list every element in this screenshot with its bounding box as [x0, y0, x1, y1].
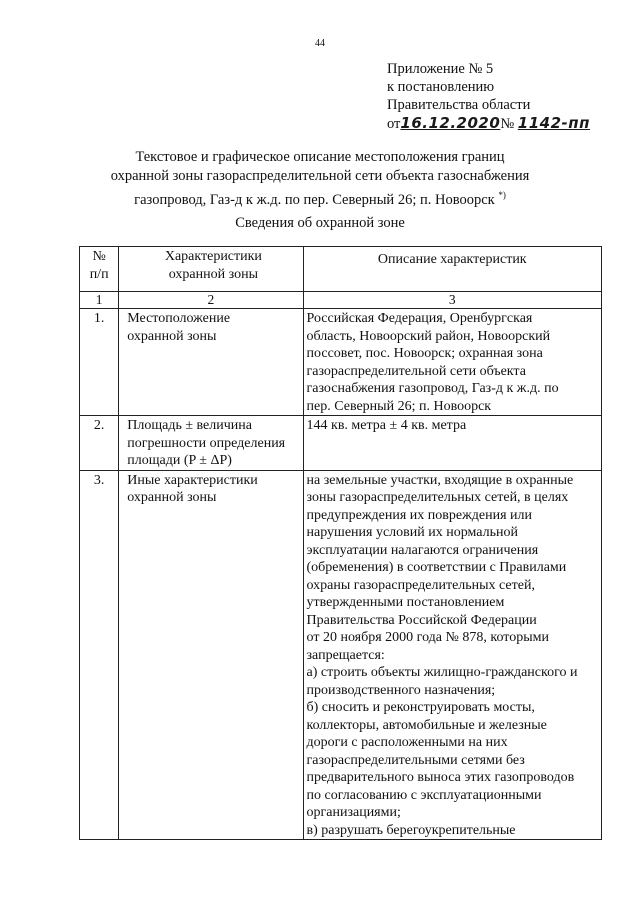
cell-line: на земельные участки, входящие в охранные [306, 472, 574, 488]
appendix-line-1: Приложение № 5 [387, 61, 494, 77]
title-line-1: Текстовое и графическое описание местоположения границ [135, 149, 505, 165]
cell-line: Местоположение [127, 311, 231, 326]
row-description [303, 416, 601, 471]
header-num-line: № [92, 249, 106, 264]
cell-line: охраны газораспределительных сетей, [306, 577, 535, 593]
date-prefix: от [387, 116, 401, 132]
row-characteristic [119, 416, 303, 471]
cell-line: газоснабжения газопровод, Газ-д к ж.д. по [306, 381, 559, 396]
row-characteristic [119, 309, 303, 416]
handwritten-date: 16.12.2020 [400, 114, 501, 132]
cell-line: газораспределительной сети объекта [306, 363, 526, 379]
column-number: 1 [80, 292, 119, 309]
cell-line: область, Новоорский район, Новоорский [306, 328, 551, 344]
appendix-line-3: Правительства области [387, 97, 531, 113]
cell-line: Иные характеристики [127, 472, 258, 488]
cell-line: запрещается: [306, 647, 385, 663]
header-num [80, 247, 119, 292]
header-num-line: п/п [89, 266, 109, 282]
document-title [0, 148, 640, 210]
cell-line: по согласованию с эксплуатационными [306, 787, 542, 803]
cell-line: газораспределительными сетями без [306, 752, 525, 768]
cell-line: (обременения) в соответствии с Правилами [306, 560, 567, 575]
table-row [80, 470, 602, 840]
cell-line: охранной зоны [127, 328, 217, 344]
cell-line: Российская Федерация, Оренбургская [306, 311, 533, 326]
cell-line: эксплуатации налагаются ограничения [306, 542, 539, 558]
cell-line: б) сносить и реконструировать мосты, [306, 700, 535, 715]
column-number-row [80, 292, 602, 309]
appendix-date-line [387, 114, 590, 133]
cell-line: площади (P ± ΔP) [127, 453, 232, 468]
header-characteristic [119, 247, 303, 292]
cell-line: Площадь ± величина [127, 418, 252, 433]
column-number: 2 [119, 292, 303, 309]
number-prefix: № [500, 116, 515, 132]
title-line-3: газопровод, Газ-д к ж.д. по пер. Северный 26; п. Новоорск [134, 191, 495, 208]
cell-line: зоны газораспределительных сетей, в целях [306, 490, 569, 505]
table-header-row [80, 247, 602, 292]
cell-line: коллекторы, автомобильные и железные [306, 717, 547, 733]
cell-line: нарушения условий их нормальной [306, 525, 518, 540]
cell-line: организациями; [306, 805, 401, 820]
appendix-block [387, 60, 590, 133]
cell-line: Правительства Российской Федерации [306, 612, 537, 628]
section-title: Сведения об охранной зоне [235, 215, 405, 231]
header-description: Описание характеристик [303, 247, 601, 292]
handwritten-number: 1142-пп [517, 114, 590, 132]
row-num: 3. [80, 470, 119, 840]
cell-line: 144 кв. метра ± 4 кв. метра [306, 418, 467, 433]
column-number: 3 [303, 292, 601, 309]
cell-line: дороги с расположенными на них [306, 735, 508, 750]
row-description [303, 309, 601, 416]
cell-line: предупреждения их повреждения или [306, 507, 533, 523]
cell-line: производственного назначения; [306, 682, 496, 698]
cell-line: поссовет, пос. Новоорск; охранная зона [306, 346, 543, 361]
header-characteristic-line: охранной зоны [168, 266, 258, 282]
cell-line: пер. Северный 26; п. Новоорск [306, 398, 492, 414]
row-characteristic [119, 470, 303, 840]
cell-line: предварительного выноса этих газопроводов [306, 770, 575, 785]
page-number: 44 [315, 38, 325, 49]
protection-zone-table [79, 246, 602, 840]
title-line-3-wrap [0, 186, 640, 210]
table-row [80, 309, 602, 416]
row-num: 1. [80, 309, 119, 416]
table-row [80, 416, 602, 471]
row-description [303, 470, 601, 840]
cell-line: охранной зоны [127, 490, 217, 505]
cell-line: от 20 ноября 2000 года № 878, которыми [306, 630, 549, 645]
cell-line: погрешности определения [127, 435, 286, 451]
appendix-line-2: к постановлению [387, 79, 495, 95]
title-line-2: охранной зоны газораспределительной сети объекта газоснабжения [110, 168, 530, 184]
header-characteristic-line: Характеристики [164, 249, 262, 264]
cell-line: в) разрушать берегоукрепительные [306, 822, 516, 838]
row-num: 2. [80, 416, 119, 471]
cell-line: утвержденными постановлением [306, 595, 505, 610]
footnote-mark: *) [498, 190, 506, 200]
cell-line: а) строить объекты жилищно-гражданского и [306, 665, 578, 680]
